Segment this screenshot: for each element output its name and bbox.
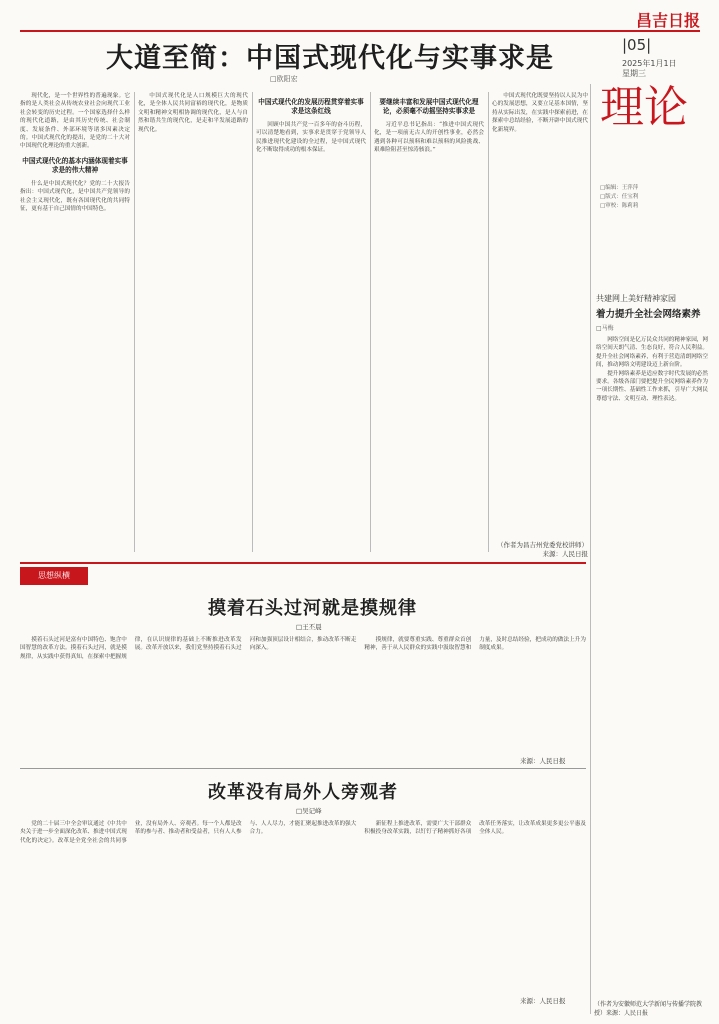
section-subhead: 要继续丰富和发展中国式现代化理论，必须毫不动摇坚持实事求是 bbox=[379, 98, 479, 115]
main-byline: □欧阳宏 bbox=[270, 75, 298, 83]
paragraph: 摸规律，就要尊重实践、尊重群众首创精神，善于从人民群众的实践中汲取智慧和力量，及时总结经验，把成功的做法上升为制度成果。 bbox=[364, 637, 586, 652]
main-headline: 大道至简：中国式现代化与实事求是 bbox=[106, 43, 554, 74]
side-headline: 着力提升全社会网络素养 bbox=[596, 309, 701, 320]
issue-date: 2025年1月1日 bbox=[622, 59, 677, 68]
paragraph: 网络空间是亿万民众共同的精神家园，网络空间天朗气清、生态良好，符合人民利益。提升全社会网络素养，有利于营造清朗网络空间，推动网络文明建设迈上新台阶。 bbox=[596, 337, 708, 369]
paragraph: 什么是中国式现代化？党的二十大报告指出：中国式现代化，是中国共产党领导的社会主义现代化，既有各国现代化的共同特征，更有基于自己国情的中国特色。 bbox=[20, 180, 130, 213]
column-headline-2: 改革没有局外人旁观者 bbox=[208, 782, 398, 803]
editor-line: □版式：任宝利 bbox=[600, 194, 639, 200]
side-kicker: 共建网上美好精神家园 bbox=[596, 294, 676, 303]
paragraph: 中国式现代化是人口规模巨大的现代化，是全体人民共同富裕的现代化，是物质文明和精神文明相协调的现代化，是人与自然和谐共生的现代化，是走和平发展道路的现代化。 bbox=[138, 93, 248, 133]
section-subhead: 中国式现代化的发展历程贯穿着实事求是这条红线 bbox=[258, 98, 364, 115]
side-byline: □马梅 bbox=[596, 325, 614, 332]
section-subhead: 中国式现代化的基本内涵体现着实事求是的伟大精神 bbox=[22, 156, 128, 174]
section-rule bbox=[20, 562, 586, 564]
editor-line: □编辑：王萍萍 bbox=[600, 185, 639, 191]
theory-section-header bbox=[600, 84, 710, 284]
main-column-1 bbox=[20, 92, 130, 552]
paragraph: 党的二十届三中全会审议通过《中共中央关于进一步全面深化改革、推进中国式现代化的决定》。改革是全党全社会的共同事业，没有局外人、旁观者。每一个人都是改革的参与者、推动者和受益者，只有人人参与、人人尽力，才能汇聚起推进改革的强大合力。 bbox=[20, 821, 357, 844]
paragraph: 现代化，是一个世界性的普遍现象。它指的是人类社会从传统农业社会向现代工业社会转变的历史过程。一个国家选择什么样的现代化道路，是由其历史传统、社会制度、发展条件、外部环境等诸多因素决定的。中国式现代化的提出，是党的二十大对中国现代化理论的重大创新。 bbox=[20, 93, 130, 150]
side-body bbox=[596, 336, 708, 976]
column-headline-1: 摸着石头过河就是摸规律 bbox=[208, 598, 417, 619]
theory-title: 理论 bbox=[600, 82, 688, 133]
paragraph: 习近平总书记指出：“推进中国式现代化，是一项前无古人的开创性事业，必然会遇到各种可以预料和难以预料的风险挑战、艰难险阻甚至惊涛骇浪。” bbox=[374, 122, 484, 154]
main-source: （作者为昌吉州党委党校讲师）来源：人民日报 bbox=[497, 541, 588, 558]
column-source-1: 来源：人民日报 bbox=[520, 757, 566, 765]
masthead bbox=[560, 8, 700, 31]
page-number: |05| bbox=[622, 36, 652, 54]
column-rule bbox=[370, 92, 371, 552]
editor-line: □审校：陈莉莉 bbox=[600, 203, 639, 209]
side-source: （作者为安徽师范大学新闻与传播学院教授）来源：人民日报 bbox=[594, 1001, 703, 1017]
column-body-1 bbox=[20, 636, 586, 754]
newspaper-logo: 昌吉日报 bbox=[635, 11, 700, 30]
paragraph: 中国式现代化既要坚持以人民为中心的发展思想，又要立足基本国情，坚持从实际出发，在实践中探索前进，在探索中总结经验，不断开辟中国式现代化新境界。 bbox=[492, 93, 588, 133]
main-column-4 bbox=[374, 92, 484, 552]
paragraph: 回顾中国共产党一百多年的奋斗历程，可以清楚地看到，实事求是贯穿于党领导人民推进现代化建设的全过程，是中国式现代化不断取得成功的根本保证。 bbox=[256, 122, 366, 154]
main-column-3 bbox=[256, 92, 366, 552]
section-rule bbox=[20, 768, 586, 769]
issue-weekday: 星期三 bbox=[622, 69, 646, 78]
paragraph: 提升网络素养是适应数字时代发展的必然要求。各级各部门要把提升全民网络素养作为一项长期性、基础性工作来抓，引导广大网民尊德守法、文明互动、理性表达。 bbox=[596, 370, 708, 402]
column-source-2: 来源：人民日报 bbox=[520, 997, 566, 1005]
column-rule bbox=[488, 92, 489, 552]
side-divider bbox=[590, 84, 591, 1014]
main-column-5 bbox=[492, 92, 588, 532]
main-column-2 bbox=[138, 92, 248, 552]
column-rule bbox=[134, 92, 135, 552]
masthead-rule bbox=[20, 30, 700, 32]
column-author-2: □吴记峰 bbox=[296, 807, 322, 815]
column-author-1: □王丕晨 bbox=[296, 623, 322, 631]
editor-credits bbox=[600, 184, 638, 211]
paragraph: 摸着石头过河是富有中国特色、饱含中国智慧的改革方法。摸着石头过河，就是摸规律，从实践中获得真知，在探索中把握规律，在认识规律的基础上不断推进改革发展。改革开放以来，我们党坚持摸着石头过河和加强顶层设计相结合，推动改革不断走向深入。 bbox=[20, 637, 357, 660]
column-banner: 思想纵横 bbox=[20, 567, 88, 585]
column-body-2 bbox=[20, 820, 586, 990]
column-rule bbox=[252, 92, 253, 552]
paragraph: 新征程上推进改革，需要广大干部群众积极投身改革实践，以钉钉子精神抓好各项改革任务落实，让改革成果更多更公平惠及全体人民。 bbox=[364, 821, 586, 836]
